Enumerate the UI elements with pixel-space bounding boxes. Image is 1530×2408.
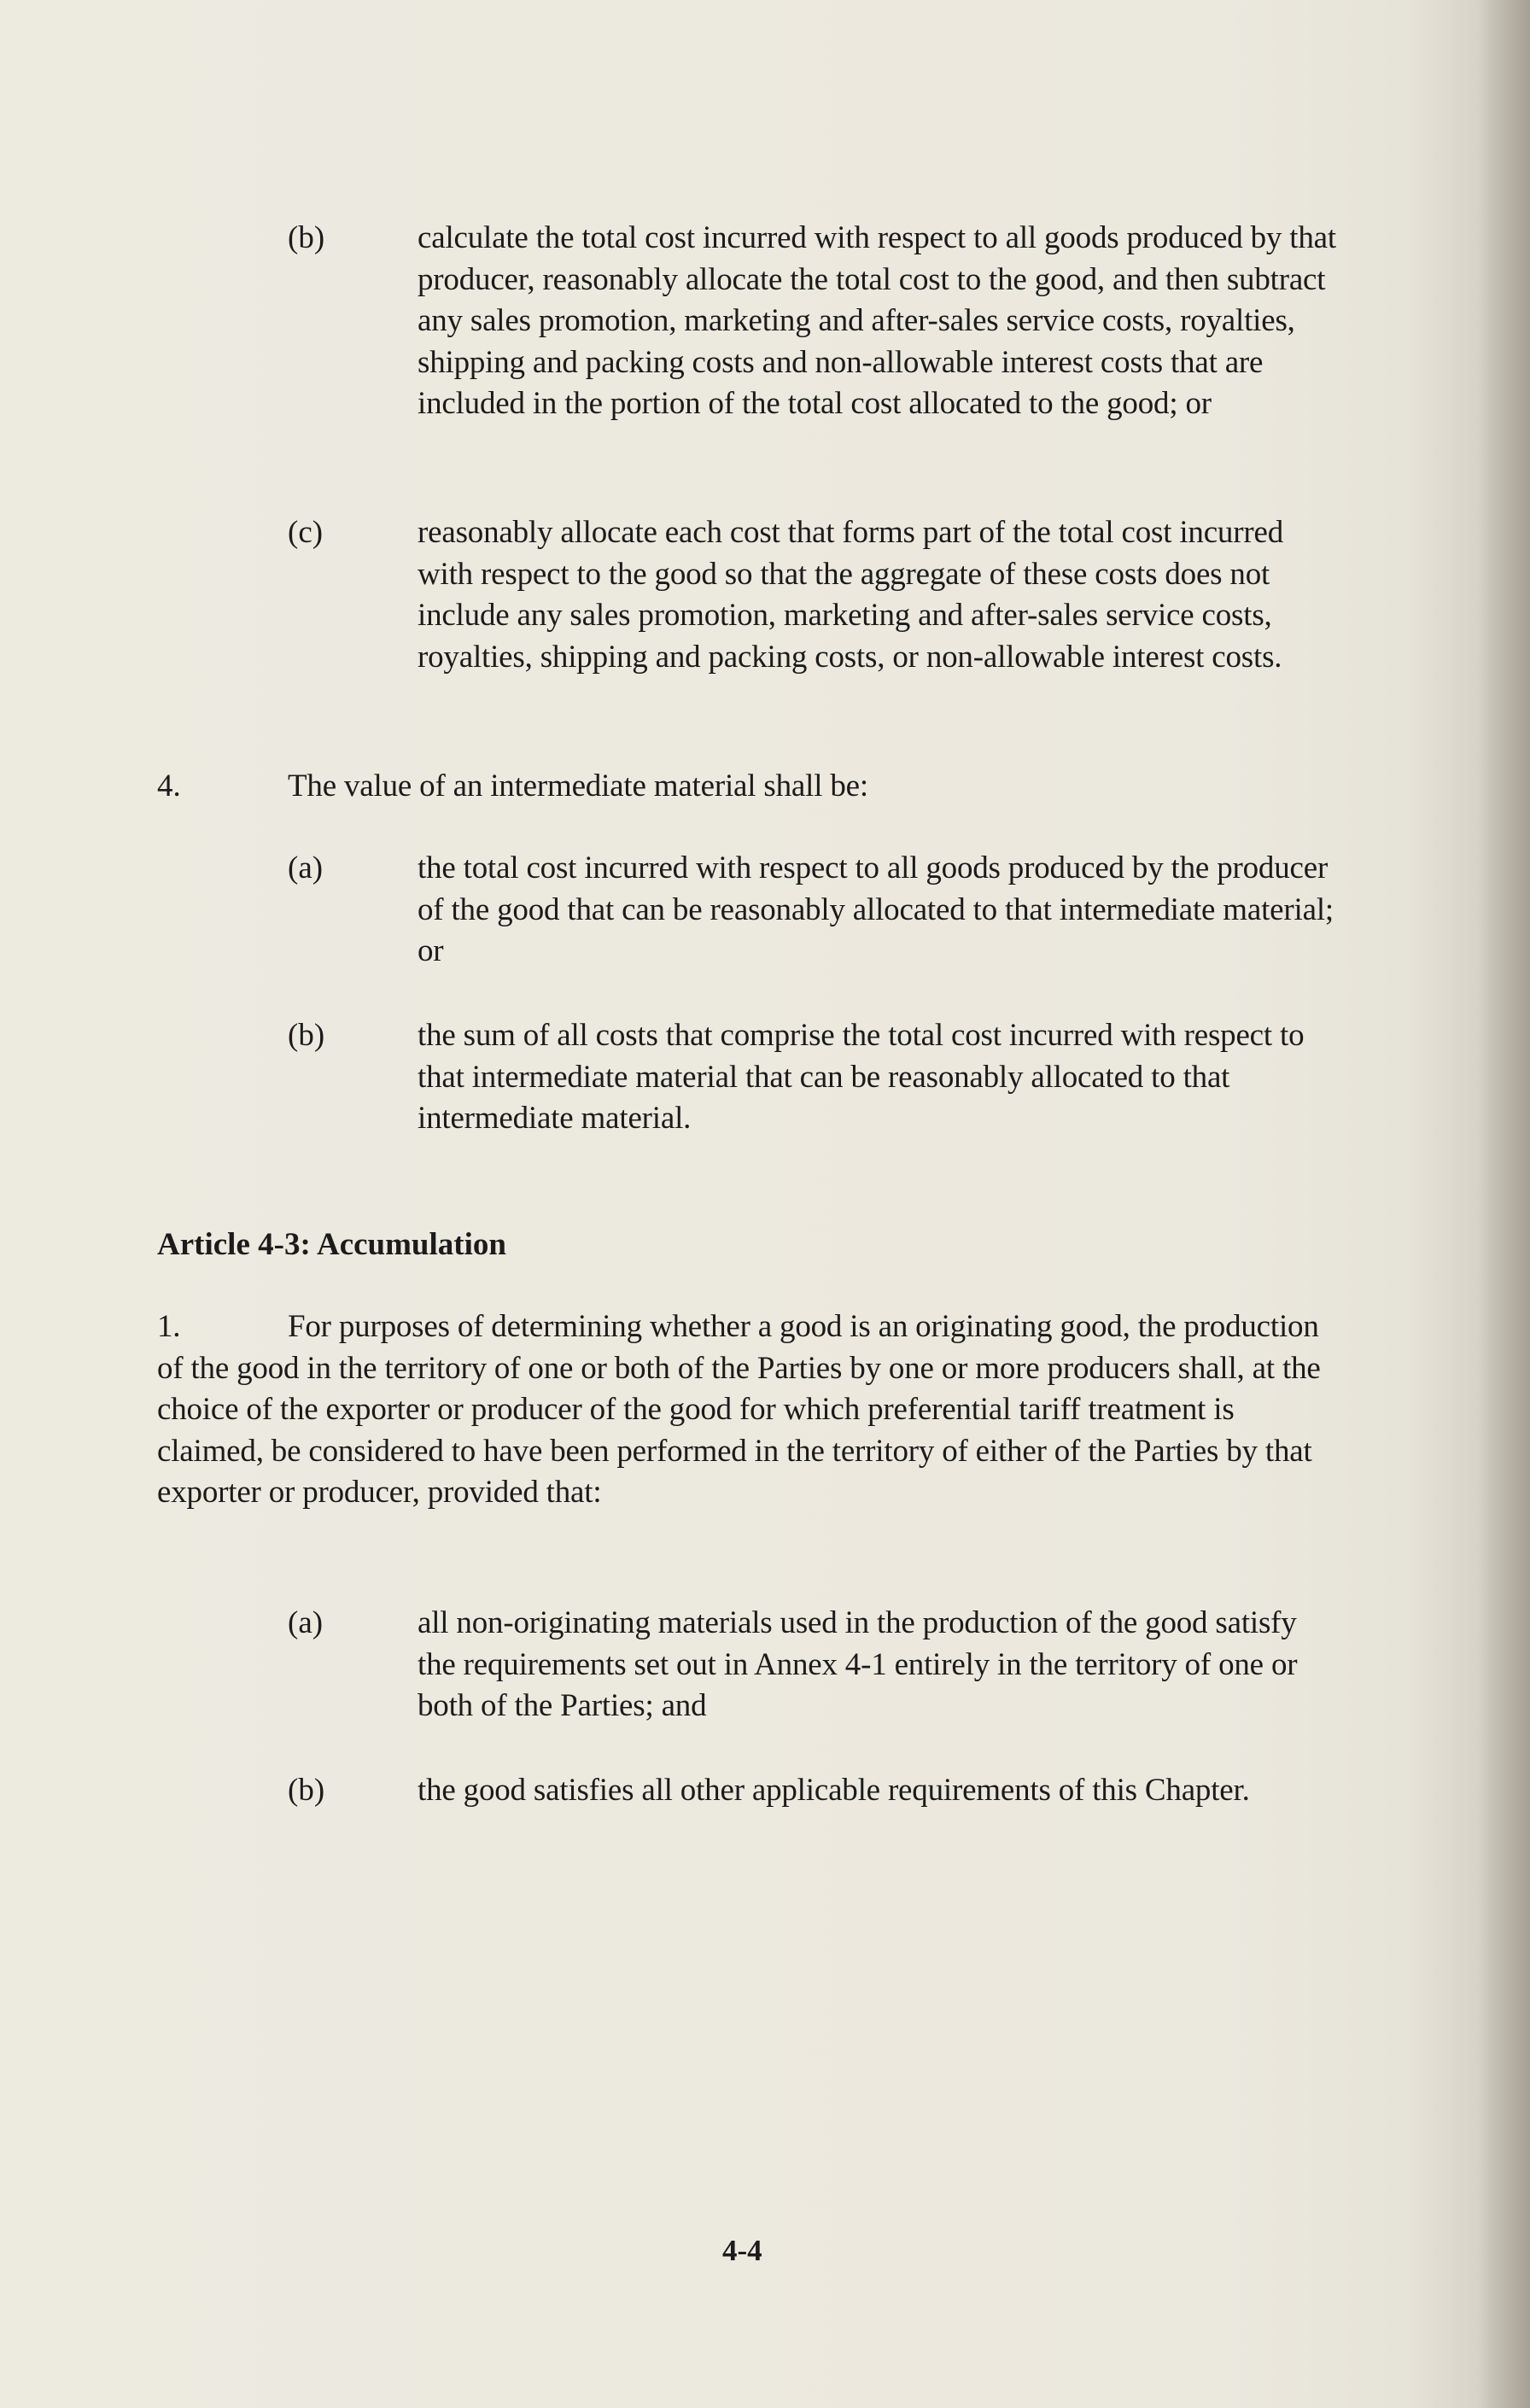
item-label: (b) (288, 220, 325, 255)
item-text: the total cost incurred with respect to all goods produced by the producer of the good that can be reasonably allocated to that intermediate material; or (418, 850, 1334, 968)
item-label: (b) (288, 1773, 325, 1808)
paragraph-text: For purposes of determining whether a good is an originating good, the production of the good in the territory of one or both of the Parties by one or more producers shall, at the choice of the exporter or producer of the good for which preferential tariff treatment is claimed, be considered to have been performed in the territory of either of the Parties by that exporter or producer, provided that: (157, 1309, 1321, 1510)
item-text: calculate the total cost incurred with respect to all goods produced by that producer, reasonably allocate the total cost to the good, and then subtract any sales promotion, marketing and after-sales service costs, royalties, shipping and packing costs and non-allowable interest costs that are included in the portion of the total cost allocated to the good; or (418, 220, 1336, 421)
article-heading: Article 4-3: Accumulation (157, 1227, 506, 1262)
item-text: reasonably allocate each cost that forms part of the total cost incurred with respect to the good so that the aggregate of these costs does not include any sales promotion, marketing and after-sales service costs, royalties, shipping and packing costs, or non-allowable interest costs. (418, 515, 1283, 675)
paragraph-number: 4. (157, 769, 181, 804)
page-number: 4-4 (722, 2234, 762, 2267)
item-text: the sum of all costs that comprise the total cost incurred with respect to that intermediate material that can be reasonably allocated to that intermediate material. (418, 1018, 1305, 1136)
item-text: all non-originating materials used in the production of the good satisfy the requirements set out in Annex 4-1 entirely in the territory of one or both of the Parties; and (418, 1605, 1298, 1723)
paragraph-number: 1. (157, 1309, 181, 1344)
paragraph-text: The value of an intermediate material shall be: (288, 769, 868, 804)
paragraph-1 (157, 1306, 1335, 1514)
item-label: (c) (288, 515, 324, 550)
item-label: (a) (288, 850, 324, 885)
item-text: the good satisfies all other applicable requirements of this Chapter. (418, 1773, 1250, 1808)
item-label: (a) (288, 1605, 324, 1640)
item-label: (b) (288, 1018, 325, 1053)
